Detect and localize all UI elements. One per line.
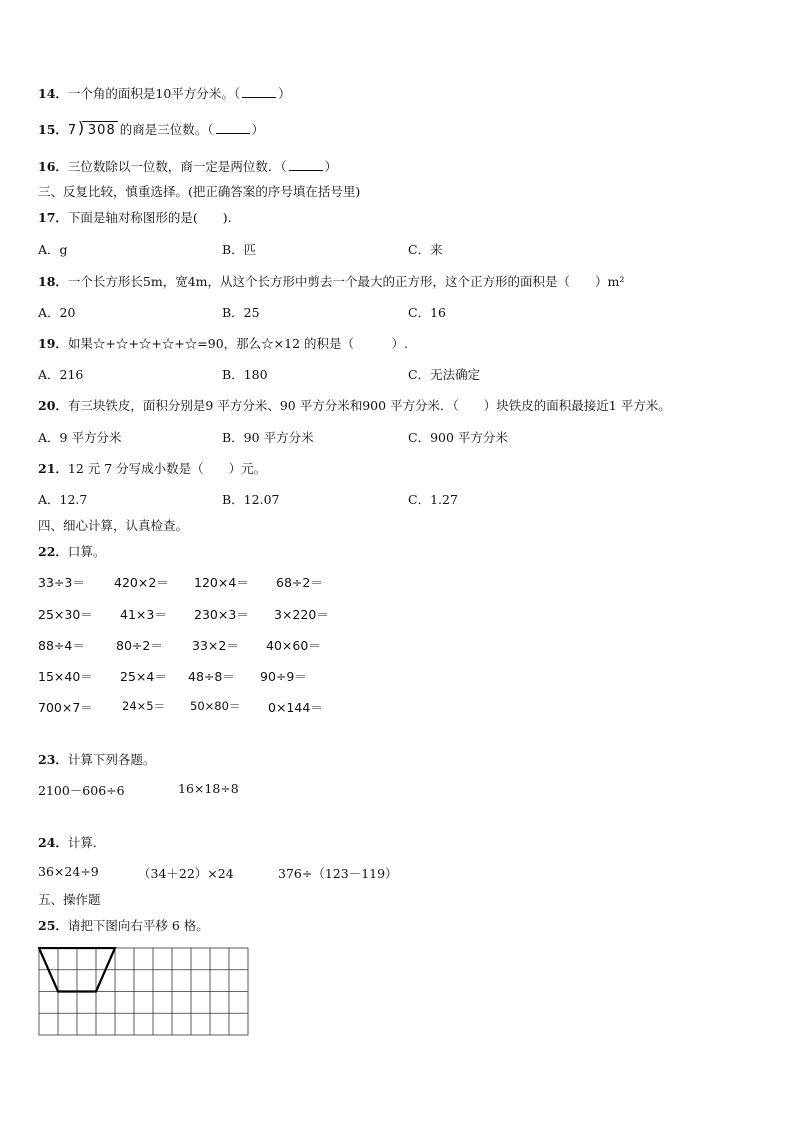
oral-calc-item: 700×7＝ bbox=[38, 700, 93, 715]
calc-item: 376÷（123－119） bbox=[278, 866, 398, 881]
question-text: 下面是轴对称图形的是( ). bbox=[67, 210, 232, 225]
answer-blank[interactable] bbox=[216, 123, 250, 134]
question-22 bbox=[38, 542, 105, 560]
question-25 bbox=[38, 916, 209, 934]
paren-close: ） bbox=[251, 122, 265, 137]
option-b[interactable]: B．12.07 bbox=[222, 492, 280, 507]
oral-calc-item: 33×2＝ bbox=[192, 638, 239, 653]
oral-calc-item: 25×4＝ bbox=[120, 669, 167, 684]
question-23 bbox=[38, 750, 155, 768]
option-b[interactable]: B．25 bbox=[222, 305, 260, 320]
calc-item: 36×24÷9 bbox=[38, 864, 99, 879]
question-text: 计算. bbox=[67, 835, 97, 850]
question-19 bbox=[38, 334, 408, 352]
option-c[interactable]: C．1.27 bbox=[408, 492, 458, 507]
division-bracket-icon: ) bbox=[77, 118, 85, 137]
question-number: 20． bbox=[38, 398, 68, 413]
question-number: 15． bbox=[38, 122, 68, 137]
section-4-heading: 四、细心计算，认真检查。 bbox=[38, 518, 189, 533]
divisor: 7 bbox=[67, 123, 77, 138]
paren-close: ） bbox=[324, 159, 338, 174]
grid-svg bbox=[38, 947, 250, 1037]
question-14 bbox=[38, 84, 291, 102]
paren-close: ） bbox=[278, 86, 291, 101]
translation-grid[interactable] bbox=[38, 947, 250, 1040]
oral-calc-item: 50×80＝ bbox=[190, 699, 241, 713]
long-division bbox=[67, 118, 118, 138]
oral-calc-item: 25×30＝ bbox=[38, 607, 93, 622]
option-c[interactable]: C．900 平方分米 bbox=[408, 430, 508, 445]
question-text: 如果☆+☆+☆+☆+☆=90，那么☆×12 的积是（ ）. bbox=[67, 336, 409, 351]
calc-item: 16×18÷8 bbox=[178, 781, 239, 796]
oral-calc-item: 41×3＝ bbox=[120, 607, 167, 622]
oral-calc-item: 80÷2＝ bbox=[116, 638, 163, 653]
section-5-heading: 五、操作题 bbox=[38, 892, 101, 907]
question-number: 21． bbox=[38, 461, 68, 476]
option-a[interactable]: A．12.7 bbox=[38, 492, 88, 507]
answer-blank[interactable] bbox=[289, 160, 323, 171]
question-24 bbox=[38, 833, 97, 851]
question-16 bbox=[38, 157, 337, 175]
oral-calc-item: 3×220＝ bbox=[274, 607, 329, 622]
oral-calc-item: 68÷2＝ bbox=[276, 575, 323, 590]
question-15 bbox=[38, 120, 264, 138]
option-b[interactable]: B．180 bbox=[222, 367, 268, 382]
option-a[interactable]: A．g bbox=[38, 242, 68, 257]
option-c[interactable]: C．来 bbox=[408, 242, 443, 257]
question-text: 口算。 bbox=[67, 544, 106, 559]
calc-item: 2100－606÷6 bbox=[38, 783, 125, 798]
question-number: 24． bbox=[38, 835, 68, 850]
calc-item: （34＋22）×24 bbox=[138, 866, 234, 881]
option-b[interactable]: B．90 平方分米 bbox=[222, 430, 314, 445]
oral-calc-item: 15×40＝ bbox=[38, 669, 93, 684]
question-21 bbox=[38, 459, 266, 477]
question-text: 有三块铁皮，面积分别是9 平方分米、90 平方分米和900 平方分米．（ ）块铁皮的面积最接近1 平方米。 bbox=[67, 398, 671, 413]
division-bar bbox=[82, 121, 118, 122]
question-text: 计算下列各题。 bbox=[67, 752, 156, 767]
option-a[interactable]: A．9 平方分米 bbox=[38, 430, 122, 445]
oral-calc-item: 88÷4＝ bbox=[38, 638, 85, 653]
oral-calc-item: 230×3＝ bbox=[194, 607, 249, 622]
question-text: 一个长方形长5m，宽4m，从这个长方形中剪去一个最大的正方形，这个正方形的面积是（ ）m² bbox=[67, 274, 625, 289]
question-number: 22． bbox=[38, 544, 68, 559]
option-b[interactable]: B．匹 bbox=[222, 242, 257, 257]
section-3-heading: 三、反复比较，慎重选择。(把正确答案的序号填在括号里) bbox=[38, 184, 361, 199]
question-number: 17． bbox=[38, 210, 68, 225]
option-a[interactable]: A．20 bbox=[38, 305, 76, 320]
oral-calc-item: 40×60＝ bbox=[266, 638, 321, 653]
option-c[interactable]: C．16 bbox=[408, 305, 446, 320]
oral-calc-item: 120×4＝ bbox=[194, 575, 249, 590]
oral-calc-item: 24×5＝ bbox=[122, 699, 166, 713]
question-number: 23． bbox=[38, 752, 68, 767]
question-text: 的商是三位数。（ bbox=[119, 122, 214, 137]
question-text: 一个角的面积是10平方分米。（ bbox=[67, 86, 241, 101]
question-18 bbox=[38, 272, 624, 290]
question-17 bbox=[38, 208, 232, 226]
dividend: 308 bbox=[87, 123, 116, 138]
oral-calc-item: 48÷8＝ bbox=[188, 669, 235, 684]
oral-calc-item: 420×2＝ bbox=[114, 575, 169, 590]
question-number: 14． bbox=[38, 86, 68, 101]
answer-blank[interactable] bbox=[242, 87, 276, 98]
option-c[interactable]: C．无法确定 bbox=[408, 367, 481, 382]
question-number: 19． bbox=[38, 336, 68, 351]
question-text: 12 元 7 分写成小数是（ ）元。 bbox=[67, 461, 267, 476]
oral-calc-item: 90÷9＝ bbox=[260, 669, 307, 684]
question-number: 16． bbox=[38, 159, 68, 174]
oral-calc-item: 0×144＝ bbox=[268, 700, 323, 715]
oral-calc-item: 33÷3＝ bbox=[38, 575, 85, 590]
question-text: 三位数除以一位数，商一定是两位数．（ bbox=[67, 159, 287, 174]
question-20 bbox=[38, 396, 671, 414]
question-number: 25． bbox=[38, 918, 68, 933]
question-text: 请把下图向右平移 6 格。 bbox=[67, 918, 209, 933]
option-a[interactable]: A．216 bbox=[38, 367, 84, 382]
question-number: 18． bbox=[38, 274, 68, 289]
